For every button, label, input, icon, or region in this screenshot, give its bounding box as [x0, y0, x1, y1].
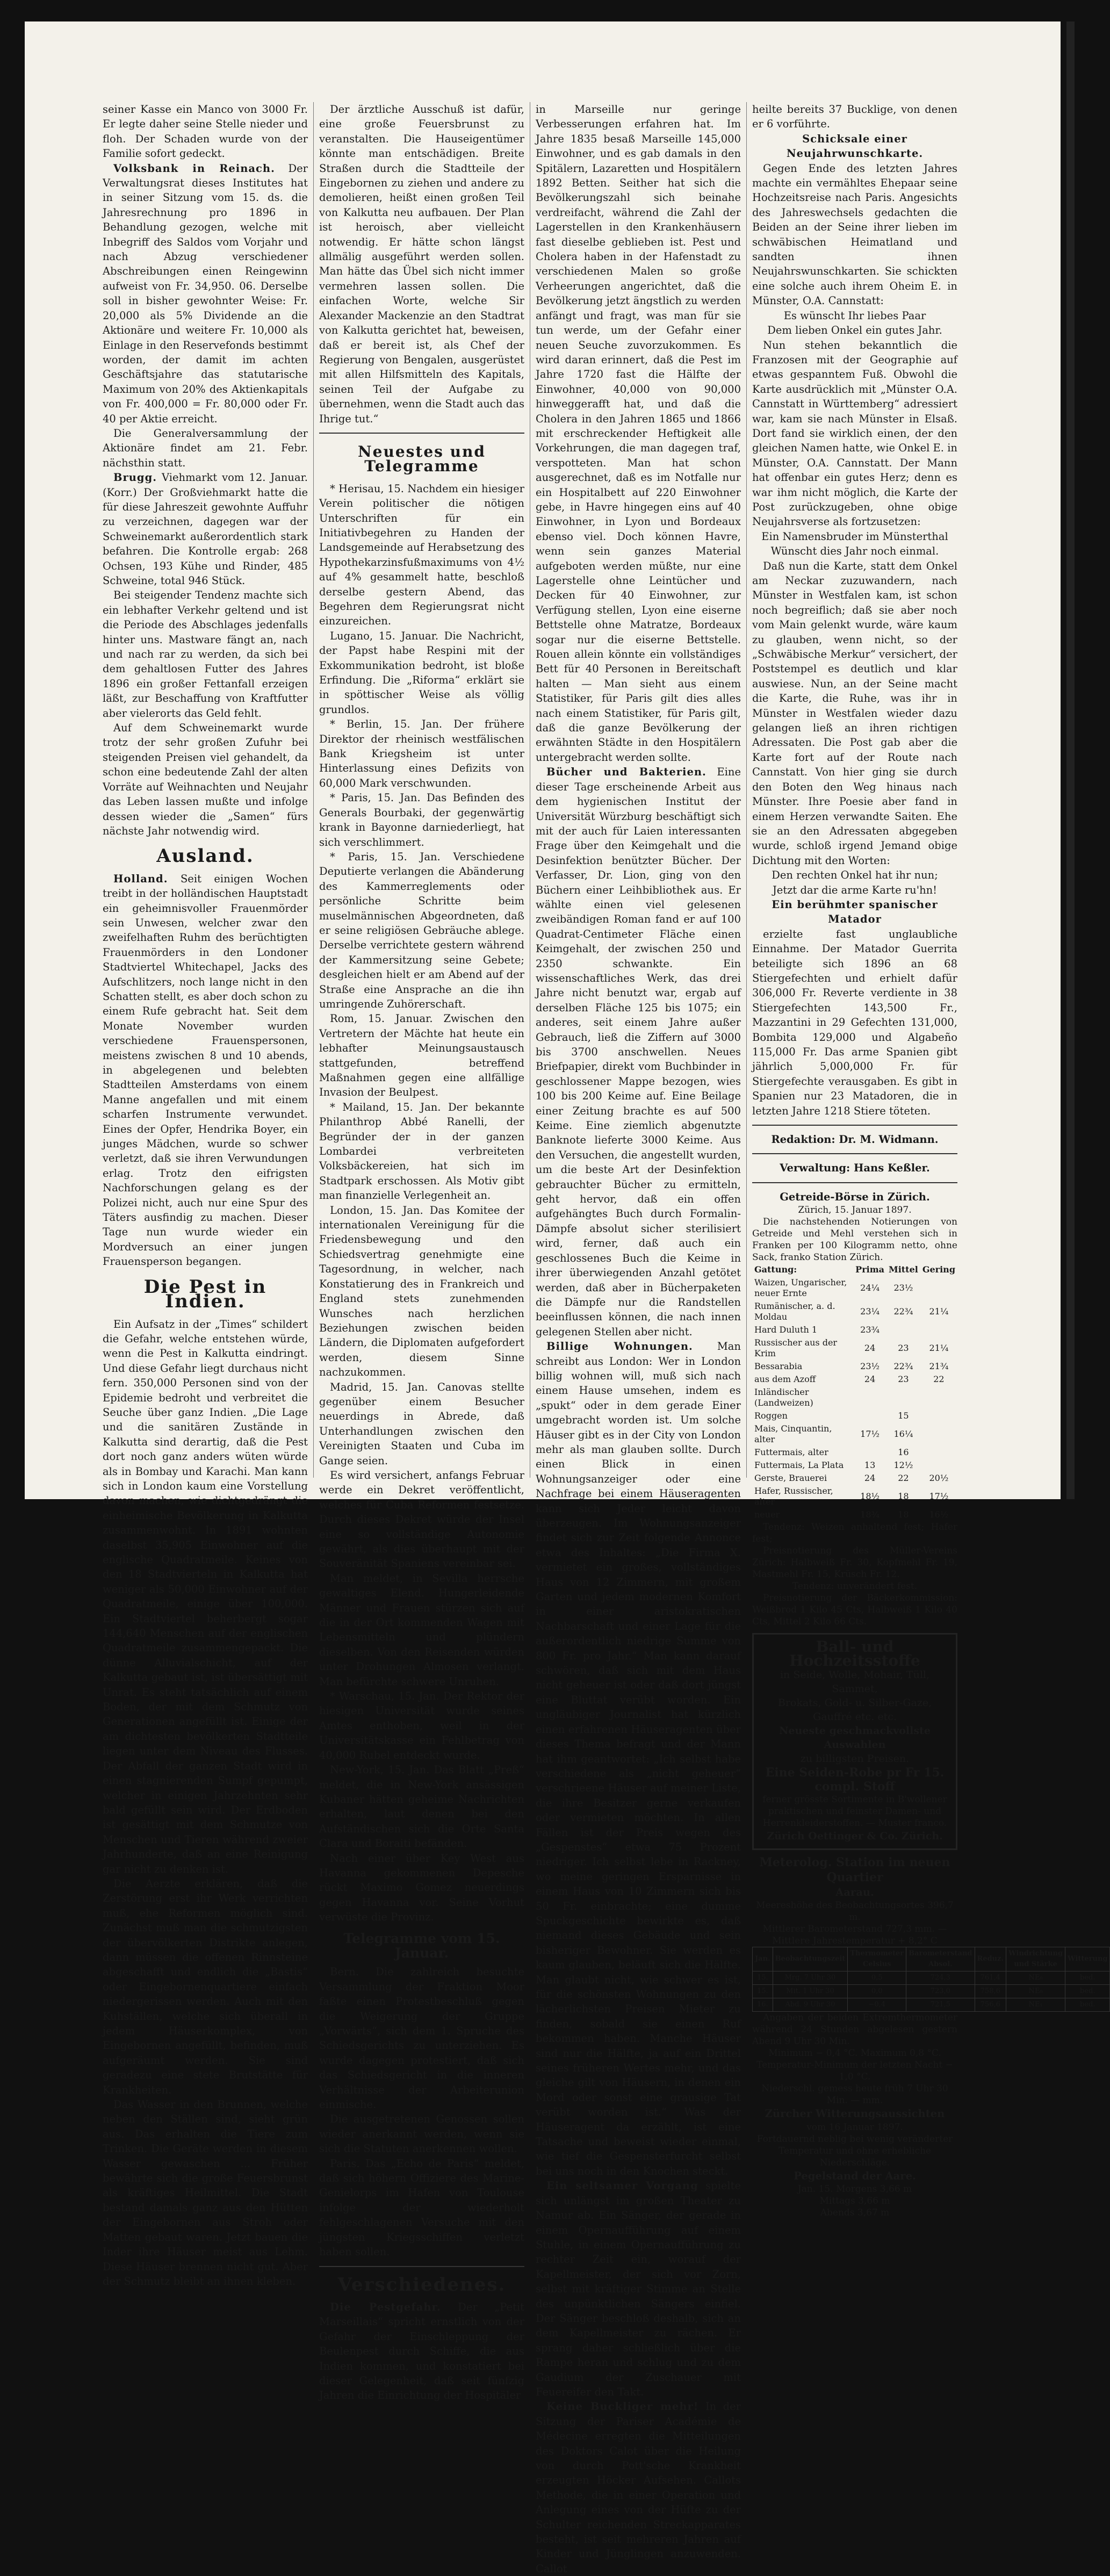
- weather-cell: NE₀: [1006, 1971, 1065, 1985]
- grain-cell: 17½: [860, 1429, 880, 1440]
- grain-cell: 23½: [893, 1283, 913, 1293]
- verse: Ein Namensbruder im Münsterthal: [761, 530, 948, 543]
- heading-ausland: Ausland.: [156, 845, 254, 867]
- forecast-head: Zürcher Witterungsaussichten: [765, 2107, 945, 2120]
- telegram: New-York, 15. Jan. Das Blatt „Preß“ meldet, die in New-York ansässigen Kubaner hätten geheime Nachrichten erhalten, laut denen bei den Aufständischen sich die Orte Santa Clara und Boraiti befänden.: [319, 1764, 524, 1850]
- weather-cell: −0,4: [848, 1998, 906, 2012]
- grain-row: [752, 1446, 957, 1459]
- grain-cell: 18: [898, 1509, 909, 1520]
- weather-table: [752, 1947, 1110, 2012]
- grain-cell: Futtermais, alter: [754, 1447, 828, 1458]
- grain-cell: 21¼: [929, 1343, 949, 1354]
- telegram: * Berlin, 15. Jan. Der frühere Direktor der rheinisch westfälischen Bank Kriegsheim ist unter Hinterlassung eines Defizits von 60,000 Mark verschwunden.: [319, 718, 524, 789]
- weather-cell: 758,6: [975, 1985, 1006, 1998]
- ad-line: Zürich Oettinger & Co. Zürich.: [767, 1830, 943, 1843]
- paragraph: In der Sitzung der Pariser Académie de Médecine erregten die Mitteilungen des Doktors Calot über die Heilung von durch Pott'sche Krankheit erzeugten Höcker Aufsehen. Callots Methode, die in einer Operation und Anlegung eines von der Hüfte zu der Schulter reichenden Streckapparates besteht, ist seit mehreren Jahren auf Kinder und Jünglingen anzuwenden. Callot: [536, 2400, 741, 2575]
- paragraph: Auf dem Schweinemarkt wurde trotz der sehr großen Zufuhr bei steigenden Preisen viel gehandelt, da schon eine bedeutende Zahl der alten Vorräte auf Weihnachten und Neujahr das Leben lassen mußte und infolge dessen wieder die „Samen“ fürs nächste Jahr notwendig wird.: [103, 722, 308, 837]
- paragraph: Die Generalversammlung der Aktionäre findet am 21. Febr. nächsthin statt.: [103, 427, 308, 469]
- grain-cell: 12½: [893, 1460, 913, 1471]
- grain-cell: Rumänischer, a. d. Moldau: [754, 1301, 835, 1322]
- verwaltung: Verwaltung: Hans Keßler.: [780, 1162, 930, 1175]
- brot-prices: Preisnotierung der Bäckerkommission: Weißbrod 1 Kilo 45 Cts, Halbweiß 1 Kilo 40 Cts, Mittel 2 Kilo 66 Cts.: [752, 1593, 957, 1628]
- telegram: Paris. Das „Echo de Paris“ meldet, daß sich höhern Offiziere des Marine-Genielorps im Hafen von Toulouse infolge der wiederholt fehlgeschlagenen Versuche mit den jüngsten Kriegsschiffen verletzt haben sollen.: [319, 2157, 524, 2258]
- grain-col: Prima: [855, 1264, 884, 1275]
- advertisement: [752, 1633, 957, 1850]
- weather-col: Reduz.: [975, 1947, 1006, 1971]
- grain-row: [752, 1323, 957, 1336]
- paragraph: Viehmarkt vom 12. Januar. (Korr.) Der Großviehmarkt hatte die für diese Jahreszeit gewohnte Auffuhr zu verzeichnen, dagegen war der Schweinemarkt außerordentlich stark befahren. Die Kontrolle ergab: 268 Ochsen, 193 Kühe und Rinder, 485 Schweine, total 946 Stück.: [103, 471, 308, 587]
- grain-cell: 21¾: [929, 1361, 949, 1372]
- telegram: * Mailand, 15. Jan. Der bekannte Philanthrop Abbé Ranelli, der Begründer der in der ganzen Lombardei verbreiteten Volksbäckereien, hat sich im Stadtpark erschossen. Als Motiv gibt man finanzielle Verlegenheit an.: [319, 1100, 524, 1202]
- grain-cell: [853, 1386, 886, 1409]
- weather-cell: 0,0: [848, 1985, 906, 1998]
- heading-verschiedenes: Verschiedenes.: [337, 2273, 506, 2296]
- grain-cell: 23¼: [860, 1306, 880, 1317]
- paragraph: Daß nun die Karte, statt dem Onkel am Neckar zuzuwandern, nach Münster in Westfalen kam, ist schon noch begreiflich; daß sie aber noch vom Main gelenkt wurde, wäre kaum zu glauben, wenn nicht, so der „Schwäbische Merkur“ versichert, der Poststempel es deutlich und klar auswiese. Nun, an der Seine macht die Karte, die Ruhe, was ihr in Münster in Westfalen wieder dazu gelangen ließ an ihren richtigen Adressaten. Die Post gab aber die Karte fort auf der Route nach Cannstatt. Von hier ging sie durch den Boten den Weg hinaus nach Münster. Ihre Poesie aber fand in einem Herzen verwandte Saiten. Ehe sie an den Adressaten abgegeben wurde, schloß irgend Jemand obige Dichtung mit den Worten:: [752, 559, 957, 867]
- telegram: * Paris, 15. Jan. Das Befinden des Generals Bourbaki, der gegenwärtig krank in Bayonne darniederliegt, hat sich verschlimmert.: [319, 791, 524, 848]
- pegel-row: Abends 3,67 m: [820, 2207, 890, 2219]
- telegram: Nach einer über Key West aus Havanna gekommenen Depesche rückt Maximo Gomez neuerdings gegen Havanna vor. Seine Vorhut verwüste die Provinz.: [319, 1852, 524, 1924]
- grain-cell: Inländischer (Landweizen): [754, 1387, 813, 1408]
- grain-header: [752, 1263, 957, 1276]
- section-head: Ein berühmter spanischer Matador: [772, 898, 938, 926]
- weather-cell: bed.: [1065, 1998, 1110, 2012]
- heading-telegramme: Telegramme vom 15. Januar.: [343, 1930, 500, 1961]
- section-head: Volksbank in Reinach.: [113, 162, 275, 175]
- column-4: [752, 102, 1108, 2219]
- tendenz: Tendenz: unverändert fest.: [792, 1581, 918, 1592]
- grain-cell: Roggen: [754, 1411, 788, 1421]
- divider: [752, 1125, 957, 1126]
- grain-cell: [886, 1386, 920, 1409]
- pegel-list: [752, 2183, 957, 2219]
- weather-row: [753, 1971, 1110, 1985]
- weather-cell: 756,6: [975, 1998, 1006, 2012]
- grain-cell: 24¼: [860, 1283, 880, 1293]
- divider: [319, 433, 524, 434]
- grain-row: [752, 1276, 957, 1300]
- paragraph: heilte bereits 37 Bucklige, von denen er 6 vorführte.: [752, 103, 957, 131]
- weather-cell: NE₀: [1006, 1985, 1065, 1998]
- grain-cell: [853, 1409, 886, 1422]
- paragraph: Man schreibt aus London: Wer in London billig wohnen will, muß sich nach einem Hause umsehen, indem es „spukt“ oder in dem gerade Einer umgebracht worden ist. Um solche Häuser gibt es in der City von London mehr als man glauben sollte. Durch einen Blick in einen Wohnungsanzeiger oder eine Nachfrage bei einem Häuseragenten kann sich Jeder leicht davon überzeugen. Im Wohnungsanzeiger findet sich zur Zeit folgende Annonce etwa des Inhaltes: „Die Firma X. vermietet ein großes, vollständiges Haus von 12 Zimmern, mit großem Garten und jedem modernen Komfort in einer aristokratischen Nachbarschaft und einer Lage für die außerordentlich niedrige Summe von 800 Fr. pro Jahr.“ Man kann darauf schwören, daß sich mit dem Haus nicht geheuer ist oder daß dort jüngst eine Bluttat verübt worden. Ein ungläubiger Journalist hat kürzlich einen erfahrenen Häuseragenten über dieses Thema befragt und der Mann hat ihm geantwortet: „Ich selbst habe verschiedene als „nicht geheuer“ verschrieene Häuser auf meiner Liste, die ihre Besitzer gerne verkaufen oder vermieten möchten. In allen Fällen ist der Preis wegen des „Gespenstes“ etwa 75 Prozent niedriger. Ich selbst lebe in Rackney, wo meine geringen Ersparnisse in einem Haus von 10 Zimmern sich bis 50 Fr. einbrachte; eine dumme Spuckgeschichte bewirkte es, daß niemand dieses Gebäude und sein bisheriger Bewohner. Sie werden es kaum glauben, beläuft sich die Hälfte. Man glaubt nicht, wie schwer es ist, für die schönsten Wohnungen zu den lächerlichsten Preisen Mieter zu finden, sobald sie einen Ruf bekommen haben. Manche Häuser sind nur die Hälfte, ja auf ein Drittel seines früheren Wertes mehr, und das gleiche gilt von Häusern, in denen ein Mord oder sonst eine grausige Tat verübt worden ist.“ Was der Häuseragent da erzählt, ist eine Tatsache und beweist wieder einmal, wie tief die Gespensterfurcht selbst bei uns noch in den Knochen steckt.: [536, 1340, 741, 2177]
- weather-cell: Abd. 9 Uhr 30: [773, 1998, 848, 2012]
- grain-cell: Waizen, Ungarischer, neuer Ernte: [754, 1277, 847, 1299]
- grain-cell: 24: [864, 1343, 876, 1354]
- weather-col: Barometerstand Absol.: [906, 1947, 975, 1971]
- verse: Dem lieben Onkel ein gutes Jahr.: [767, 324, 942, 337]
- grain-cell: Russischer aus der Krim: [754, 1337, 838, 1359]
- weather-cell: 721,5: [906, 1998, 975, 2012]
- forecast-text: Fortdauernd neblig bei wenig veränderter Temperatur und ohne erhebliche Niederschläge.: [756, 2133, 953, 2168]
- grain-row: [752, 1360, 957, 1373]
- divider: [319, 2266, 524, 2267]
- telegram: Man meldet, in Sevilla herrsche gewaltiges Elend. Hungerleidende Männer und Frauen stürzen sich auf die in der Ort kommenden Wagen mit Lebensmitteln und plündern dieselben. Von den Reisenden würden unter Drohungen Almosen verlangt. Man befürchte schwere Unruhen.: [319, 1572, 524, 1688]
- tendenz: Tendenz: Weizen anhaltend fest; Hafer fest;: [752, 1522, 957, 1545]
- boerse-head: Getreide-Börse in Zürich.: [780, 1190, 930, 1203]
- grain-row: [752, 1373, 957, 1386]
- telegram: * Herisau, 15. Nachdem ein hiesiger Verein politischer die nötigen Unterschriften für ein Initiativbegehren zu Handen der Landsgemeinde auf Herabsetzung des Hypothekarzinsfußmaximums von 4½ auf 4% gesammelt hatte, beschloß derselbe gestern Abend, das Begehren dem Regierungsrat nicht einzureichen.: [319, 482, 524, 628]
- grain-cell: Gerste, Brauerei: [754, 1473, 827, 1484]
- pegel-row: Jan. 15. Morgens 3,66 m: [797, 2184, 912, 2195]
- grain-row: [752, 1386, 957, 1409]
- met-line: Angaben der beiden Extremthermometer während 24 Stunden abgelesen gestern Abend 9 Uhr 30 Min.: [752, 2012, 957, 2047]
- column-divider: [313, 102, 314, 1478]
- weather-cell: Mrg. 7 Uhr 30: [773, 1971, 848, 1985]
- telegram: Lugano, 15. Januar. Die Nachricht, der Papst habe Respini mit der Exkommunikation bedroht, ist bloße Erfindung. Die „Riforma“ erklärt sie in spöttischer Weise als völlig grundlos.: [319, 629, 524, 716]
- grain-row: [752, 1409, 957, 1422]
- telegram: Madrid, 15. Jan. Canovas stellte gegenüber einem Besucher neuerdings in Abrede, daß Unterhandlungen zwischen den Vereinigten Staaten und Cuba im Gange seien.: [319, 1380, 524, 1467]
- grain-cell: 22: [933, 1374, 945, 1385]
- newspaper-page: [25, 21, 1108, 2575]
- met-line: Niederschl. gemess heute früh 7 Uhr 30 Min. — mm.: [761, 2083, 948, 2106]
- column-divider: [746, 102, 747, 1478]
- forecast-date: vom 16 Januar 1897.: [806, 2121, 903, 2133]
- pegel-row: Mittags 3,66 m: [819, 2196, 890, 2207]
- weather-col: Windrichtung und Stärke: [1006, 1947, 1065, 1971]
- paragraph: in Marseille nur geringe Verbesserungen erfahren hat. Im Jahre 1835 besaß Marseille 145,000 Einwohner, und es gab damals in den Spitälern, Lazaretten und Hospitälern 1892 Betten. Seither hat sich die Bevölkerungszahl sich beinahe verdreifacht, während die Zahl der Lagerstellen in den Krankenhäusern fast dieselbe geblieben ist. Pest und Cholera haben in der Hafenstadt zu verschiedenen Malen so große Verheerungen angerichtet, daß die Bevölkerung jetzt ängstlich zu werden anfängt und fragt, was man für sie tun werde, um der Gefahr einer neuen Seuche zuvorzukommen. Es wird daran erinnert, daß die Pest im Jahre 1720 fast die Hälfte der Einwohner, 40,000 von 90,000 hinweggerafft hat, und daß die Cholera in den Jahren 1865 und 1866 mit erschreckender Heftigkeit alle Vorkehrungen, die man dagegen traf, verspotteten. Man hat schon ausgerechnet, daß es im Notfalle nur ein Hospitalbett auf 220 Einwohner gebe, in Havre hingegen eins auf 40 Einwohner, in Lyon und Bordeaux ebenso viel. Doch können Havre, wenn sein ganzes Material aufgeboten werden müßte, nur eine Lagerstelle ohne Leintücher und Decken für 40 Einwohner, zur Verfügung stellen, Lyon eine eiserne Bettstelle ohne Matratze, Bordeaux sogar nur die eiserne Bettstelle. Rouen allein könnte ein vollständiges Bett für 40 Personen in Bereitschaft halten — Man sieht aus einem Statistiker, für Paris gilt dies alles nach einem Statistiker, für Paris gilt, daß die ganze Bevölkerung der erwähnten Städte in den Hospitälern untergebracht werden sollte.: [536, 103, 741, 764]
- grain-cell: Futtermais, La Plata: [754, 1460, 844, 1471]
- pegel-head: Pegelstand der Aare.: [794, 2169, 916, 2182]
- grain-cell: 23: [898, 1374, 909, 1385]
- grain-cell: neuer: [754, 1509, 780, 1520]
- mehl-prices: Preisnotierung des Müller-Vereins Zürich: Halbweiß Fr. 30, Kopfmehl Fr. 19, Mastmehl Fr. 15, Krüsch Fr. 12.: [752, 1545, 957, 1580]
- verse: Den rechten Onkel hat ihr nun;: [772, 869, 938, 882]
- ad-line: Eine Seiden-Robe pr Fr 15. compl. Stoff: [765, 1766, 945, 1794]
- grain-row: [752, 1472, 957, 1485]
- grain-cell: 22¾: [893, 1361, 913, 1372]
- grain-cell: [853, 1446, 886, 1459]
- paragraph: Das Wasser in den Brunnen, welche neben den Ställen sind, sieht grün aus. Das erhalten die Tiere zum Trinken. Die Geräte werden in diesem Wasser gewaschen ... Früher bewährte sich die große Feuersbrunst als kräftiges Heilmittel. Die Stadt bestand damals ganz aus den Hütten der Eingebornen aus Stroh oder Matten gebaut waren. Jetzt bauen die Inder ihre Häuser meist aus Lehm. Diese Häuser brennen nicht gut. Aber der Schmutz bleibt an ihnen kleben.: [103, 2098, 308, 2287]
- ad-line: in Seide, Wolle, Mohair, Tüll, Sammet,: [780, 1669, 930, 1695]
- weather-rows: [753, 1971, 1110, 2012]
- weather-col: Jan.: [753, 1947, 773, 1971]
- grain-cell: 18¾: [860, 1509, 880, 1520]
- heading-pest: Die Pest in Indien.: [143, 1276, 267, 1313]
- weather-cell: NE₁: [1006, 1998, 1065, 2012]
- weather-row: [753, 1985, 1110, 1998]
- paragraph: seiner Kasse ein Manco von 3000 Fr. Er legte daher seine Stelle nieder und floh. Der Schaden wurde von der Familie sofort gedeckt.: [103, 103, 308, 160]
- paragraph: spielte sich unlängst im großen Theater zu Namur ab. Ein Sänger, der gerade in einem Opernaufführung auf einem Stuhle, in einem Opernaufführung zu rechter Zeit ein, worauf der Kapellmeister, der sich vor Zorn, selbst mit kräftiger Stimme an Stelle des unpünktlichen Sängers einfiel. Der Sänger beschloß deshalb, sich an dem Kapellmeister zu rächen. Er sprang daher schließlich über die Rampe heran und schlug und zu dem Gaudium der Zuschauer mit Feuereifer den Takt.: [536, 2179, 741, 2398]
- grain-cell: [920, 1422, 957, 1446]
- weather-cell: 16.: [753, 1998, 773, 2012]
- grain-cell: [920, 1386, 957, 1409]
- weather-col: Beobachtungszeit: [773, 1947, 848, 1971]
- grain-cell: Hard Duluth 1: [754, 1325, 818, 1335]
- weather-cell: bed.: [1065, 1985, 1110, 1998]
- verse: Jetzt dar die arme Karte ru'hn!: [772, 883, 938, 896]
- grain-cell: 13: [864, 1460, 876, 1471]
- grain-cell: [920, 1276, 957, 1300]
- grain-cell: 15: [898, 1411, 909, 1421]
- met-line: Meereshöhe des Beobachtungsortes 396,7 m.: [756, 1900, 954, 1923]
- section-head: Holland.: [113, 872, 168, 885]
- paragraph: Der ärztliche Ausschuß ist dafür, eine große Feuersbrunst zu veranstalten. Die Hauseigentümer könnte man entschädigen. Breite Straßen durch die Stadtteile der Eingebornen zu ziehen und andere zu demolieren, heißt einen großen Teil von Kalkutta neu aufbauen. Der Plan ist heroisch, aber vielleicht notwendig. Er hätte schon längst allmälig ausgeführt werden sollen. Man hätte das Übel sich nicht immer vermehren lassen sollen. Die einfachen Worte, welche Sir Alexander Mackenzie an den Stadtrat von Kalkutta gerichtet hat, beweisen, daß er bereit ist, als Chef der Regierung von Bengalen, ausgerüstet mit allen Hilfsmitteln des Kapitals, seinen Teil der Aufgabe zu übernehmen, wenn die Stadt auch das Ihrige tut.“: [319, 103, 524, 425]
- section-head: Brugg.: [113, 471, 157, 484]
- ad-line: zu billigsten Preisen.: [800, 1753, 910, 1765]
- met-head: Meterolog. Station im neuen Quartier: [759, 1855, 950, 1884]
- column-3: [536, 102, 741, 2576]
- boerse-intro: Die nachstehenden Notierungen von Getreide und Mehl verstehen sich in Franken per 100 Kilogramm netto, ohne Sack, franko Station Zürich.: [752, 1217, 957, 1263]
- grain-cell: [886, 1323, 920, 1336]
- telegram: Bern. Die zahlreich besuchte Versammlung der Fraktion Moor faßte einen Protestbeschluß gegen die Weigerung der Gruppe „Vorwärts“, sich dem 1. Spruche des Schiedsgerichts zu unterziehen. Es wurde dagegen protestiert, daß sich das Schiedsgericht in die inneren Verhältnisse der Arbeiterunion einmische.: [319, 1966, 524, 2111]
- met-line: Mittlerer Barometerstand 727,3 mm. — Mittlere Jahrestemperatur + 8,2° C: [762, 1924, 947, 1947]
- grain-cell: 23½: [860, 1361, 880, 1372]
- paragraph: Bei steigender Tendenz machte sich ein lebhafter Verkehr geltend und ist die Periode des Abschlages jedenfalls hinter uns. Mastware fängt an, nach und nach rar zu werden, da sich bei dem gehaltlosen Futter des Jahres 1896 ein großer Fettanfall erzeigen läßt, zur Beschaffung von Kraftfutter aber vielerorts das Geld fehlt.: [103, 589, 308, 719]
- grain-row: [752, 1508, 957, 1521]
- met-line: Temperatur-Minimum der letzten Nacht − 1,0 °C.: [756, 2060, 953, 2083]
- grain-cell: [920, 1409, 957, 1422]
- grain-table: [752, 1263, 957, 1521]
- grain-cell: 24: [864, 1374, 876, 1385]
- telegram: * Warschau, 15. Jan. Der Rektor der hiesigen Universität wurde seines Amtes enthoben, weil in der Universitätskasse ein Fehlbetrag von 40,000 Rubel entdeckt wurde.: [319, 1690, 524, 1761]
- telegram: Die ausgetretenen Genossen sollen wieder anerkannt werden, wenn sie sich die Statuten anerkennen wollen.: [319, 2113, 524, 2155]
- weather-cell: 724,3: [906, 1971, 975, 1985]
- grain-row: [752, 1422, 957, 1446]
- section-head: Bücher und Bakterien.: [546, 766, 707, 779]
- ad-title: Ball- und Hochzeitsstoffe: [789, 1638, 920, 1670]
- grain-cell: aus dem Azoff: [754, 1374, 816, 1385]
- grain-cell: [920, 1459, 957, 1472]
- scan-edge: [1066, 21, 1075, 1499]
- section-head: Billige Wohnungen.: [546, 1340, 693, 1353]
- weather-cell: 0,5: [848, 1971, 906, 1985]
- grain-col: Mittel: [889, 1264, 918, 1275]
- grain-cell: 18½: [860, 1491, 880, 1502]
- grain-cell: 22: [898, 1473, 909, 1484]
- grain-cell: Bessarabia: [754, 1361, 803, 1372]
- boerse-date: Zürich, 15. Januar 1897.: [798, 1205, 912, 1216]
- weather-cell: bed.: [1065, 1971, 1110, 1985]
- grain-cell: 23¾: [860, 1325, 880, 1335]
- grain-cell: 22¾: [893, 1306, 913, 1317]
- met-city: Aarau.: [835, 1886, 874, 1899]
- grain-cell: 20½: [929, 1473, 949, 1484]
- grain-row: [752, 1459, 957, 1472]
- grain-col: Gering: [922, 1264, 955, 1275]
- paragraph: Seit einigen Wochen treibt in der holländischen Hauptstadt ein geheimnisvoller Frauenmörder sein Unwesen, welcher zwar den zweifelhaften Ruhm des berüchtigten Frauenmörders in den Londoner Stadtviertel Whitechapel, Jacks des Aufschlitzers, noch lange nicht in den Schatten stellt, es aber doch schon zu einem Rufe gebracht hat. Seit dem Monate November wurden verschiedene Frauenspersonen, meistens zwischen 8 und 10 abends, in abgelegenen und belebten Stadtteilen Amsterdams von einem Manne angefallen und mit einem scharfen Instrumente verwundet. Eines der Opfer, Hendrika Boyer, ein junges Mädchen, wurde so schwer verletzt, daß sie ihren Verwundungen erlag. Trotz den eifrigsten Nachforschungen gelang es der Polizei nicht, auch nur eine Spur des Täters ausfindig zu machen. Dieser Tage nun wurde wieder ein Mordversuch an einer jungen Frauensperson begangen.: [103, 872, 308, 1268]
- grain-row: [752, 1485, 957, 1508]
- grain-cell: [920, 1323, 957, 1336]
- telegram: Es wird versichert, anfangs Februar werde ein Dekret veröffentlicht, welches für Cuba Reformen festsetze. Durch dieses Dekret würde der Insel eine so vollständige Autonomie gewährt, als dies überhaupt mit der Souveränität Spaniens vereinbar sei.: [319, 1469, 524, 1570]
- telegram: * Paris, 15. Jan. Verschiedene Deputierte verlangen die Abänderung des Kammerreglements oder persönliche Schritte beim muselmännischen Abgeordneten, daß er seine religiösen Gebräuche ablege. Derselbe verrichtete gestern während der Kammersitzung seine Gebete; desgleichen hielt er am Abend auf der Straße eine Ansprache an die ihn umringende Zuhörerschaft.: [319, 850, 524, 1010]
- grain-cell: 24: [864, 1473, 876, 1484]
- telegram: Rom, 15. Januar. Zwischen den Vertretern der Mächte hat heute ein lebhafter Meinungsaustausch stattgefunden, betreffend Maßnahmen gegen eine allfällige Invasion der Beulpest.: [319, 1012, 524, 1099]
- grain-cell: Mais, Cinquantin, alter: [754, 1423, 832, 1445]
- section-head: Keine Buckliger mehr!: [546, 2400, 699, 2413]
- ad-line: ferner grösste Sortimente in B'wollener praktischen und feinster Damen- und Herrenkleiderstoffen. — Muster franco.: [762, 1794, 947, 1829]
- grain-row: [752, 1300, 957, 1323]
- grain-cell: [920, 1446, 957, 1459]
- paragraph: erzielte fast unglaubliche Einnahme. Der Matador Guerrita beteiligte sich 1896 an 68 Stiergefechten und erhielt dafür 306,000 Fr. Reverte verdiente in 38 Stiergefechten 143,500 Fr., Mazzantini in 29 Gefechten 131,000, Bombita 129,000 und Algabeño 115,000 Fr. Das arme Spanien gibt jährlich 5,000,000 Fr. für Stiergefechte verausgaben. Es gibt in Spanien nur 23 Matadoren, die in letzten Jahre 1218 Stiere töteten.: [752, 927, 957, 1117]
- redaktion: Redaktion: Dr. M. Widmann.: [771, 1133, 939, 1146]
- weather-cell: 723,0: [906, 1985, 975, 1998]
- paragraph: Der „Petit Marseillais“ spricht ernstlich von der Gefahr der Einschleppung der Beulenpest durch Schiffe, die aus Indien kommen, und konstatiert bei dieser Gelegenheit, daß seit fünfzig Jahren die Einrichtung der Hospitäler: [319, 2300, 525, 2402]
- grain-col: Gattung:: [754, 1264, 797, 1275]
- grain-cell: 16½: [929, 1509, 949, 1520]
- grain-cell: 17½: [929, 1491, 949, 1502]
- paragraph: Ein Aufsatz in der „Times“ schildert die Gefahr, welche entstehen würde, wenn die Pest in Kalkutta eindringt. Und diese Gefahr liegt durchaus nicht fern. 350,000 Personen sind von der Epidemie bedroht und verbreitet die Seuche über ganz Indien. „Die Lage und die sanitären Zustände in Kalkutta sind derartig, daß die Pest dort noch ganz anders wüten würde als in Bombay und Karachi. Man kann sich in London kaum eine Vorstellung davon machen, wie dichtgedrängt die einheimische Bevölkerung in Kalkutta zusammenwohnt. In 1891 wohnten daselbst 35,905 Einwohner auf die englische Quadratmeile. Keines von den 18 Stadtvierteln in Kalkutta hat weniger als 50,000 Einwohner auf der Quadratmeile, einige über 100,000. Ein Stadtviertel beherbergt sogar 144,640 Menschen auf der englischen Quadratmeile zusammengepackt. Die dünne Alluvialschicht, auf der Kalkutta gebaut ist, ist übersättigt mit Unrat. Es steht tatsächlich auf einem Boden, der mit dem Schmutz von Generationen angefüllt ist. Einige der am dichtesten bevölkerten Stadtteile liegen unter dem Niveau des Flusses. Der Abfall der ganzen Stadt wird in einen stagnierenden Sumpf gepumpt, welcher in einigen Jahrzehnten sehr bald gefüllt sein wird. Der Erdboden ist gesättigt mit dem Schmutze von Menschen und Tieren während zweier Jahrhunderte, daß an eine Reinigung gar nicht zu denken ist.: [103, 1318, 308, 1875]
- column-2: [319, 102, 524, 2403]
- paragraph: Die Aerzte erklären, daß die Zerstörung erst ihr Werk verrichten muß, ehe Reformen möglich sind. Zunächst muß man die schmutzigsten der übervölkerten Distrikte anlegen, dann müssen die offenen Rinnsteine abgeschafft und endlich die „Bastis“ oder Eingebornenquartiere einfach niedergerissen werden. Auch mit den Kuhställen, welche sich überall in jedem Häuserkomplex, von Eingebornen angefüllt, befinden, muß aufgeräumt werden. Sie sind geradezu eine stete Brutstätte für Krankheiten.: [103, 1877, 308, 2096]
- grain-cell: 23: [898, 1343, 909, 1354]
- grain-cell: 18: [898, 1491, 909, 1502]
- weather-cell: 761,4: [975, 1971, 1006, 1985]
- grain-cell: Hafer, Russischer, alter: [754, 1486, 833, 1507]
- section-head: Ein seltsamer Vorgang: [546, 2179, 698, 2192]
- weather-col: Witterung: [1065, 1947, 1110, 1971]
- met-line: Minimum − 0,4 °C. Maximum 0,8 °C.: [768, 2048, 941, 2059]
- weather-row: [753, 1998, 1110, 2012]
- grain-rows: [752, 1276, 957, 1521]
- column-1: [103, 102, 308, 2289]
- paragraph: Nun stehen bekanntlich die Franzosen mit der Geographie auf etwas gespanntem Fuß. Obwohl die Karte ausdrücklich mit „Münster O.A. Cannstatt in Württemberg“ adressiert war, kam sie nach Münster in Elsaß. Dort fand sie wirklich einen, der den gleichen Namen hatte, wie Onkel E. in Münster, O.A. Cannstatt. Der Mann hat offenbar ein gutes Herz; denn es war ihm nicht möglich, die Karte der Post zurückzugeben, ohne obige Neujahrsverse als fortzusetzen:: [752, 339, 957, 528]
- grain-cell: 21¼: [929, 1306, 949, 1317]
- grain-cell: 16: [898, 1447, 909, 1458]
- ad-line: Brokats, Gold- u. Silber-Gaze, Gauffré etc. etc.: [777, 1697, 932, 1723]
- grain-cell: 16¼: [893, 1429, 913, 1440]
- telegram: London, 15. Jan. Das Komitee der internationalen Vereinigung für die Friedensbewegung und den Schiedsvertrag genehmigte eine Tagesordnung, in welcher, nach Konstatierung des in Frankreich und England stets zunehmenden Wunsches nach herzlichen Beziehungen zwischen beiden Ländern, die Diplomaten aufgefordert werden, diesem Sinne nachzukommen.: [319, 1204, 524, 1379]
- weather-cell: 15.: [753, 1985, 773, 1998]
- paragraph: Der Verwaltungsrat dieses Institutes hat in seiner Sitzung vom 15. ds. die Jahresrechnung pro 1896 in Behandlung gezogen, welche mit Inbegriff des Saldos vom Vorjahr und nach Abzug verschiedener Abschreibungen einen Reingewinn aufweist von Fr. 34,950. 06. Derselbe soll in bisher gewohnter Weise: Fr. 20,000 als 5% Dividende an die Aktionäre und weitere Fr. 10,000 als Einlage in den Reservefonds bestimmt worden, der damit im achten Geschäftsjahre das statutarische Maximum von 20% des Aktienkapitals von Fr. 400,000 = Fr. 80,000 oder Fr. 40 per Aktie erreicht.: [103, 162, 308, 425]
- weather-col: Thermometer Celsius: [848, 1947, 906, 1971]
- paragraph: Gegen Ende des letzten Jahres machte ein vermähltes Ehepaar seine Hochzeitsreise nach Paris. Angesichts des Jahreswechsels gedachten die Beiden an der Seine ihrer lieben im schwäbischen Heimatland und sandten ihnen Neujahrswunschkarten. Sie schickten eine solche auch ihrem Oheim E. in Münster, O.A. Cannstatt:: [752, 162, 957, 307]
- divider: [752, 1153, 957, 1154]
- section-head: Die Pestgefahr.: [330, 2300, 441, 2313]
- paragraph: Eine dieser Tage erscheinende Arbeit aus dem hygienischen Institut der Universität Würzburg beschäftigt sich mit der auch für Laien interessanten Frage über den Keimgehalt und die Desinfektion benützter Bücher. Der Verfasser, Dr. Lion, ging von den Büchern einer Leihbibliothek aus. Er wählte einen viel gelesenen zweibändigen Roman fand er auf 100 Quadrat-Centimeter Fläche einen Keimgehalt, der zwischen 250 und 2350 schwankte. Ein wissenschaftliches Werk, das drei Jahre nicht benutzt war, ergab auf derselben Fläche 125 bis 1075; ein anderes, seit einem Jahre außer Gebrauch, ließ die Ziffern auf 3000 bis 3700 anschwellen. Neues Briefpapier, direkt vom Buchbinder in geschlossener Mappe bezogen, wies 100 bis 200 Keime auf. Eine Beilage einer Zeitung brachte es auf 500 Keime. Eine ziemlich abgenutzte Banknote lieferte 3000 Keime. Aus den Versuchen, die angestellt wurden, um die beste Art der Desinfektion gebrauchter Bücher zu ermitteln, geht hervor, daß ein offen aufgehängtes Buch durch Formalin-Dämpfe absolut sicher sterilisiert wird, ferner, daß auch ein geschlossenes Buch die Keime in ihrer überwiegenden Anzahl getötet werden, daß aber in Bücherpaketen die Dämpfe nur die Randstellen beeinflussen können, die nach innen gelegenen Stellen aber nicht.: [536, 766, 741, 1338]
- divider: [752, 1182, 957, 1183]
- weather-cell: Mit. 1 Uhr 30: [773, 1985, 848, 1998]
- verse: Wünscht dies Jahr noch einmal.: [770, 545, 939, 558]
- ad-line: Neueste geschmackvollste Auswahlen: [779, 1725, 931, 1751]
- verse: Es wünscht Ihr liebes Paar: [783, 309, 926, 322]
- weather-cell: 15.: [753, 1971, 773, 1985]
- section-head: Schicksale einer Neujahrwunschkarte.: [786, 132, 924, 160]
- grain-row: [752, 1336, 957, 1360]
- weather-header: [753, 1947, 1110, 1971]
- heading-neueste: Neuestes und Telegramme: [358, 442, 486, 476]
